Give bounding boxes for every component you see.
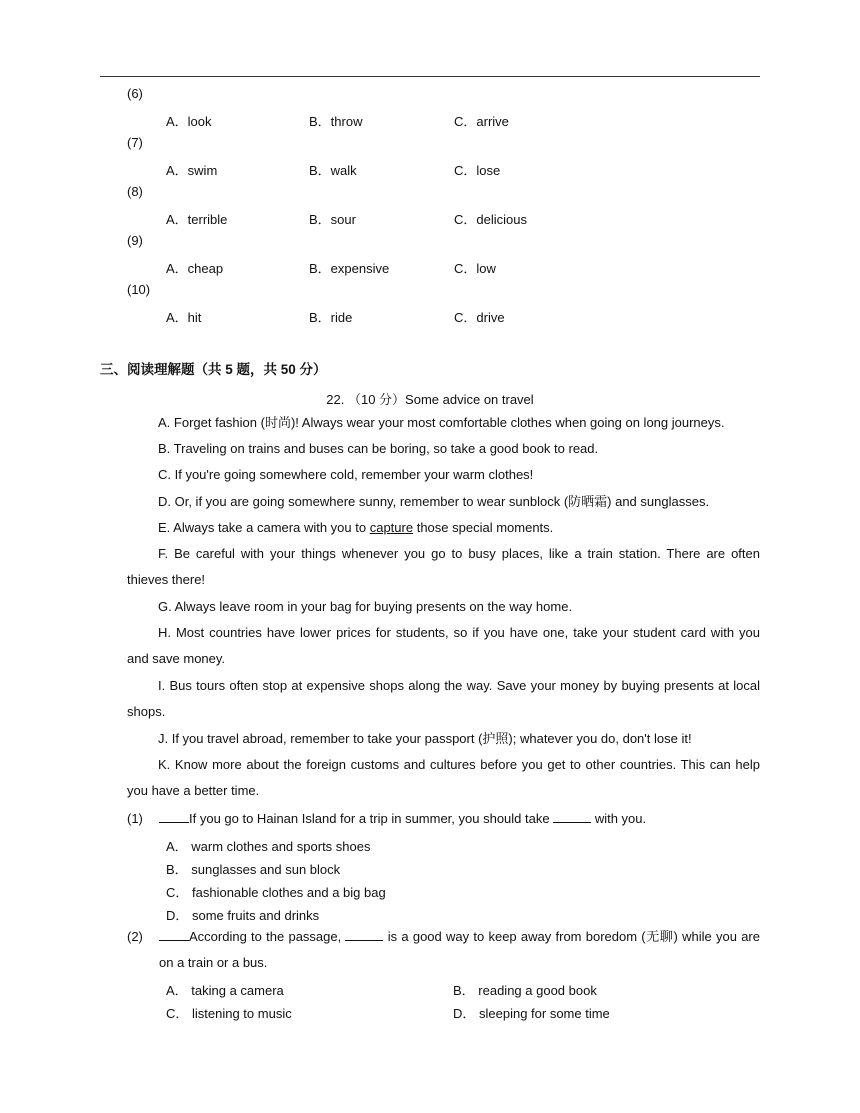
paragraph-e-end: those special moments. [413,520,554,535]
paragraph-h: H. Most countries have lower prices for students, so if you have one, take your student card with you and save money. [127,625,760,666]
question-number: (2) [127,929,143,944]
option-c: C． listening to music [166,1006,292,1021]
question-number: (6) [127,86,143,101]
option-a: A．terrible [166,212,228,227]
option-a: A． warm clothes and sports shoes [166,839,371,854]
option-a: A．cheap [166,261,224,276]
option-d: D． some fruits and drinks [166,908,320,923]
question-number: (7) [127,135,143,150]
fill-blank [345,928,383,941]
option-c: C．drive [454,310,505,325]
paragraph-c: C. If you're going somewhere cold, remember your warm clothes! [158,467,534,482]
option-b: B．ride [309,310,353,325]
answer-blank[interactable] [159,810,189,823]
option-c: C．delicious [454,212,527,227]
option-b: B．walk [309,163,357,178]
option-d: D． sleeping for some time [453,1006,610,1021]
option-c: C．low [454,261,496,276]
question-number: (9) [127,233,143,248]
header-rule [100,76,760,77]
paragraph-k: K. Know more about the foreign customs and cultures before you get to other countries. This can help you have a better time. [127,757,760,798]
question-stem [159,924,760,976]
question-number: (1) [127,811,143,826]
passage-title: 22. （10 分）Some advice on travel [326,392,534,407]
paragraph-e-start: E. Always take a camera with you to [158,520,370,535]
option-c: C．arrive [454,114,509,129]
stem-text-start: According to the passage, [189,929,346,944]
stem-text-start: If you go to Hainan Island for a trip in summer, you should take [189,811,554,826]
question-stem [159,806,760,832]
paragraph-a: A. Forget fashion (时尚)! Always wear your most comfortable clothes when going on long journeys. [158,415,725,430]
option-b: B． reading a good book [453,983,597,998]
question-number: (8) [127,184,143,199]
paragraph-i: I. Bus tours often stop at expensive shops along the way. Save your money by buying presents at local shops. [127,678,760,719]
option-a: A．hit [166,310,202,325]
option-a: A． taking a camera [166,983,284,998]
section-title: 三、阅读理解题（共 5 题，共 50 分） [100,362,327,377]
option-c: C． fashionable clothes and a big bag [166,885,386,900]
option-a: A．swim [166,163,218,178]
option-c: C．lose [454,163,501,178]
paragraph-d: D. Or, if you are going somewhere sunny, remember to wear sunblock (防晒霜) and sunglasses. [158,494,710,509]
question-number: (10) [127,282,151,297]
fill-blank [553,810,591,823]
option-b: B．expensive [309,261,390,276]
paragraph-e [127,515,760,541]
option-b: B．sour [309,212,356,227]
paragraph-j: J. If you travel abroad, remember to take your passport (护照); whatever you do, don't lose it! [158,731,692,746]
option-a: A．look [166,114,212,129]
stem-text-end: with you. [591,811,647,826]
paragraph-g: G. Always leave room in your bag for buying presents on the way home. [158,599,573,614]
option-b: B． sunglasses and sun block [166,862,341,877]
answer-blank[interactable] [159,928,189,941]
stem-text-end: is a good way to keep away from boredom (无聊) while you are on a train or a bus. [159,929,760,970]
underlined-word: capture [369,520,414,535]
paragraph-f: F. Be careful with your things whenever you go to busy places, like a train station. There are often thieves there! [127,546,760,587]
paragraph-b: B. Traveling on trains and buses can be boring, so take a good book to read. [158,441,599,456]
option-b: B．throw [309,114,363,129]
